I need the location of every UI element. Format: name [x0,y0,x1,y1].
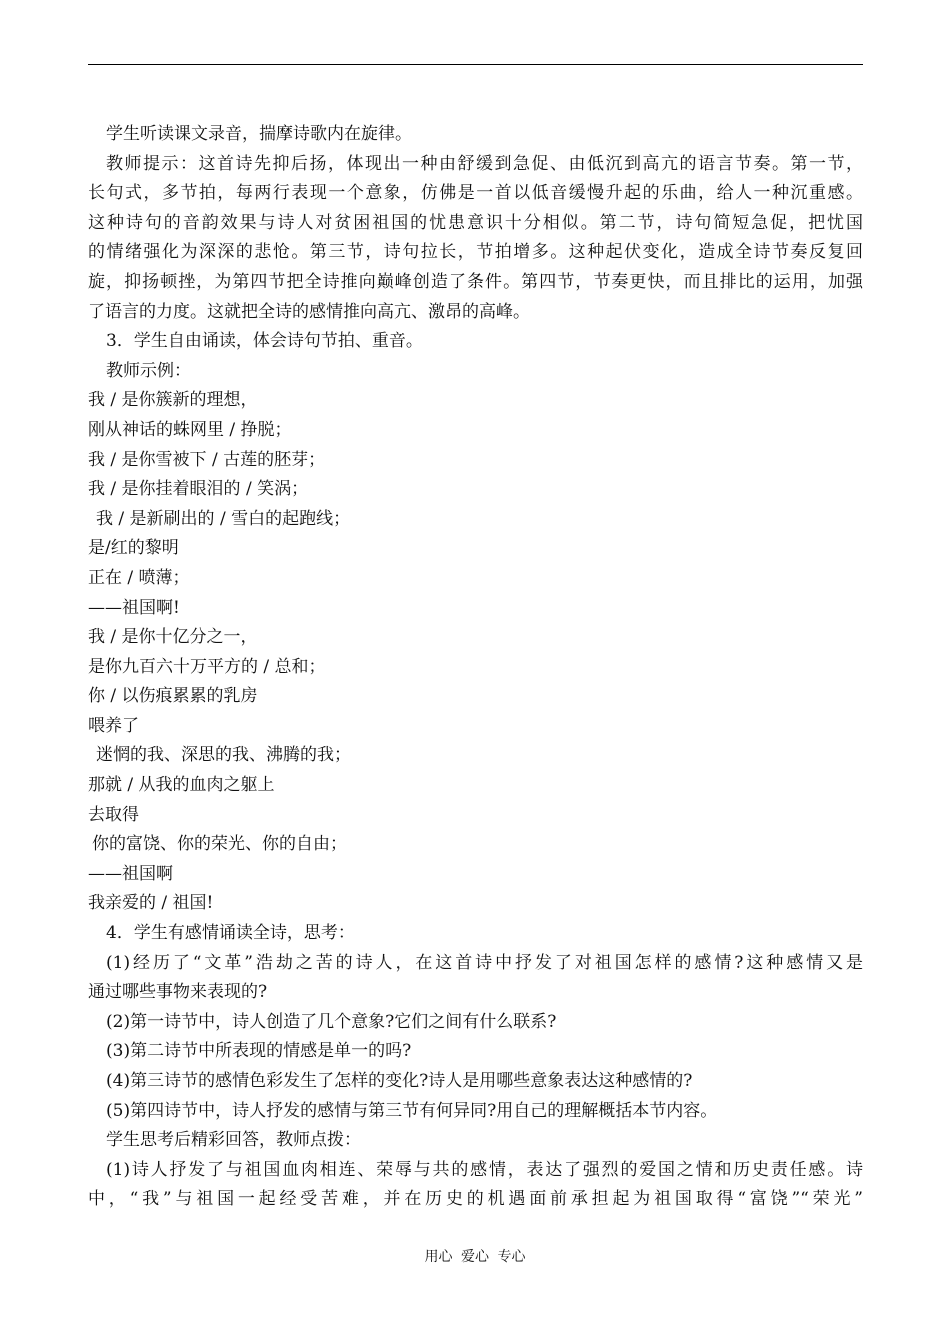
section-heading: 3．学生自由诵读，体会诗句节拍、重音。 [106,331,423,352]
section-heading: 4．学生有感情诵读全诗，思考： [106,923,355,944]
question-line: 通过哪些事物来表现的? [88,982,268,1003]
paragraph-line: 教师示例： [106,360,191,381]
answer-line: (1)诗人抒发了与祖国血肉相连、荣辱与共的感情，表达了强烈的爱国之情和历史责任感。诗 [106,1159,863,1180]
poem-line: 去取得 [88,804,139,825]
poem-line: 刚从神话的蛛网里 / 挣脱； [88,419,292,440]
poem-line: 迷惘的我、深思的我、沸腾的我； [96,745,351,766]
question-line: (5)第四诗节中，诗人抒发的感情与第三节有何异同?用自己的理解概括本节内容。 [106,1100,718,1121]
poem-line: 正在 / 喷薄； [88,567,190,588]
poem-line: 我 / 是你簇新的理想， [88,390,258,411]
poem-line: 喂养了 [88,715,139,736]
paragraph-line: 旋，抑扬顿挫，为第四节把全诗推向巅峰创造了条件。第四节，节奏更快，而且排比的运用，加强 [88,271,863,292]
poem-line: 我亲爱的 / 祖国! [88,893,214,914]
question-line: (3)第二诗节中所表现的情感是单一的吗? [106,1041,412,1062]
poem-line: 你 / 以伤痕累累的乳房 [88,686,258,707]
paragraph-line: 教师提示：这首诗先抑后扬，体现出一种由舒缓到急促、由低沉到高亢的语言节奏。第一节， [106,153,863,174]
page-footer: 用心 爱心 专心 [424,1249,526,1265]
question-line: (4)第三诗节的感情色彩发生了怎样的变化?诗人是用哪些意象表达这种感情的? [106,1071,693,1091]
paragraph-line: 的情绪强化为深深的悲怆。第三节，诗句拉长，节拍增多。这种起伏变化，造成全诗节奏反复回 [88,242,863,263]
poem-line: 那就 / 从我的血肉之躯上 [88,775,275,796]
poem-line: 我 / 是你雪被下 / 古莲的胚芽； [88,449,326,470]
poem-line: 你的富饶、你的荣光、你的自由； [92,834,347,855]
poem-line: ——祖国啊! [88,597,180,618]
poem-line: 我 / 是你挂着眼泪的 / 笑涡； [88,479,309,500]
poem-line: 是/红的黎明 [88,538,179,559]
header-rule [88,64,863,65]
poem-line: ——祖国啊 [88,863,173,884]
document-body [88,120,863,1215]
question-line: (2)第一诗节中，诗人创造了几个意象?它们之间有什么联系? [106,1011,557,1032]
poem-line: 是你九百六十万平方的 / 总和； [88,656,326,677]
paragraph-line: 了语言的力度。这就把全诗的感情推向高亢、激昂的高峰。 [88,301,530,322]
paragraph-line: 学生听读课文录音，揣摩诗歌内在旋律。 [106,124,412,144]
question-line: (1)经历了“文革”浩劫之苦的诗人，在这首诗中抒发了对祖国怎样的感情?这种感情又是 [106,952,863,973]
paragraph-line: 长句式，多节拍，每两行表现一个意象，仿佛是一首以低音缓慢升起的乐曲，给人一种沉重感。 [88,183,863,204]
paragraph-line: 学生思考后精彩回答，教师点拨： [106,1130,361,1151]
poem-line: 我 / 是新刷出的 / 雪白的起跑线； [96,508,351,529]
paragraph-line: 这种诗句的音韵效果与诗人对贫困祖国的忧患意识十分相似。第二节，诗句简短急促，把忧国 [88,212,863,233]
answer-line: 中，“我”与祖国一起经受苦难，并在历史的机遇面前承担起为祖国取得“富饶”“荣光” [88,1189,863,1210]
poem-line: 我 / 是你十亿分之一， [88,627,258,648]
